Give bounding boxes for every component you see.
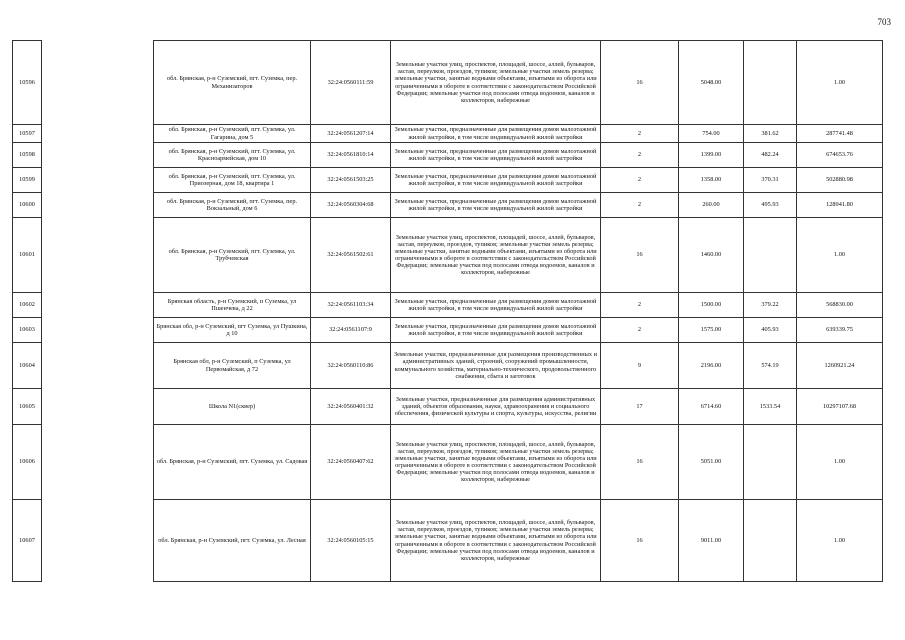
use-group-cell: 2 — [601, 168, 679, 193]
cadastral-value-cell: 1.00 — [797, 41, 883, 125]
cadastral-value-cell: 502880.98 — [797, 168, 883, 193]
address-cell: Брянская область, р-н Суземский, п Суземка, ул Пшенчева, д 22 — [154, 293, 311, 318]
empty-cell — [42, 293, 154, 318]
address-cell: обл. Брянская, р-н Суземский, пгт. Суземка, ул. Лесная — [154, 500, 311, 582]
cadastral-value-cell: 674653.76 — [797, 143, 883, 168]
land-use-cell: Земельные участки, предназначенные для размещения домов малоэтажной жилой застройки, в том числе индивидуальной жилой застройки — [391, 318, 601, 343]
land-use-cell: Земельные участки, предназначенные для размещения административных зданий, объектов образования, науки, здравоохранения и социального обеспечения, физической культуры и спорта, культуры, искусства, религии — [391, 389, 601, 425]
area-cell: 5051.00 — [679, 425, 744, 500]
address-cell: обл. Брянская, р-н Суземский, пгт. Суземка, ул. Красноармейская, дом 10 — [154, 143, 311, 168]
row-id: 10597 — [13, 125, 42, 143]
use-group-cell: 16 — [601, 41, 679, 125]
address-cell: Брянская обл, р-н Суземский, п Суземка, ул Первомайская, д 72 — [154, 343, 311, 389]
address-cell: обл. Брянская, р-н Суземский, пгт. Суземка, пер. Механизаторов — [154, 41, 311, 125]
area-cell: 1500.00 — [679, 293, 744, 318]
specific-value-cell — [744, 500, 797, 582]
area-cell: 2196.00 — [679, 343, 744, 389]
row-id: 10598 — [13, 143, 42, 168]
cadastral-number-cell: 32:24:0561103:34 — [311, 293, 391, 318]
use-group-cell: 2 — [601, 193, 679, 218]
cadastral-number-cell: 32:24:0561503:25 — [311, 168, 391, 193]
address-cell: обл. Брянская, р-н Суземский, пгт. Суземка, пер. Вокзальный, дом 6 — [154, 193, 311, 218]
table-row — [13, 143, 883, 168]
address-cell: обл. Брянская, р-н Суземский, пгт. Суземка, ул. Садовая — [154, 425, 311, 500]
land-use-cell: Земельные участки, предназначенные для размещения домов малоэтажной жилой застройки, в том числе индивидуальной жилой застройки — [391, 293, 601, 318]
address-cell: обл. Брянская, р-н Суземский, пгт. Суземка, ул. Приозерная, дом 18, квартира 1 — [154, 168, 311, 193]
land-use-cell: Земельные участки, предназначенные для размещения домов малоэтажной жилой застройки, в том числе индивидуальной жилой застройки — [391, 143, 601, 168]
empty-cell — [42, 193, 154, 218]
land-registry-table — [12, 40, 883, 582]
row-id: 10602 — [13, 293, 42, 318]
cadastral-value-cell: 128941.80 — [797, 193, 883, 218]
specific-value-cell: 495.93 — [744, 193, 797, 218]
row-id: 10600 — [13, 193, 42, 218]
use-group-cell: 2 — [601, 318, 679, 343]
cadastral-number-cell: 32:24:0561810:14 — [311, 143, 391, 168]
empty-cell — [42, 168, 154, 193]
empty-cell — [42, 318, 154, 343]
table-row — [13, 293, 883, 318]
use-group-cell: 2 — [601, 125, 679, 143]
table-row — [13, 218, 883, 293]
use-group-cell: 17 — [601, 389, 679, 425]
area-cell: 754.00 — [679, 125, 744, 143]
cadastral-number-cell: 32:24:0560401:32 — [311, 389, 391, 425]
empty-cell — [42, 218, 154, 293]
cadastral-value-cell: 1.00 — [797, 425, 883, 500]
cadastral-value-cell: 1260921.24 — [797, 343, 883, 389]
table-row — [13, 343, 883, 389]
land-use-cell: Земельные участки улиц, проспектов, площадей, шоссе, аллей, бульваров, застав, переулков, проездов, тупиков; земельные участки земель резерва; земельные участки, занятые водными объектами, изъятыми из оборота или ограниченными в обороте в соответствии с законодательством Российской Федерации; земельные участки под полосами отвода водоемов, каналов и коллекторов, набережные — [391, 425, 601, 500]
use-group-cell: 9 — [601, 343, 679, 389]
empty-cell — [42, 425, 154, 500]
empty-cell — [42, 41, 154, 125]
cadastral-number-cell: 32:24:0560105:15 — [311, 500, 391, 582]
specific-value-cell: 405.93 — [744, 318, 797, 343]
row-id: 10601 — [13, 218, 42, 293]
land-use-cell: Земельные участки, предназначенные для размещения домов малоэтажной жилой застройки, в том числе индивидуальной жилой застройки — [391, 193, 601, 218]
cadastral-value-cell: 639339.75 — [797, 318, 883, 343]
area-cell: 1358.00 — [679, 168, 744, 193]
table-row — [13, 168, 883, 193]
use-group-cell: 16 — [601, 425, 679, 500]
land-use-cell: Земельные участки улиц, проспектов, площадей, шоссе, аллей, бульваров, застав, переулков, проездов, тупиков; земельные участки земель резерва; земельные участки, занятые водными объектами, изъятыми из оборота или ограниченными в обороте в соответствии с законодательством Российской Федерации; земельные участки под полосами отвода водоемов, каналов и коллекторов, набережные — [391, 218, 601, 293]
specific-value-cell — [744, 218, 797, 293]
cadastral-value-cell: 287741.48 — [797, 125, 883, 143]
row-id: 10604 — [13, 343, 42, 389]
empty-cell — [42, 500, 154, 582]
table-row — [13, 318, 883, 343]
cadastral-number-cell: 32:24:0560304:68 — [311, 193, 391, 218]
cadastral-number-cell: 32:24:0561207:14 — [311, 125, 391, 143]
specific-value-cell: 379.22 — [744, 293, 797, 318]
table-row — [13, 389, 883, 425]
row-id: 10606 — [13, 425, 42, 500]
specific-value-cell: 482.24 — [744, 143, 797, 168]
use-group-cell: 2 — [601, 143, 679, 168]
cadastral-number-cell: 32:24:0561502:61 — [311, 218, 391, 293]
row-id: 10607 — [13, 500, 42, 582]
row-id: 10596 — [13, 41, 42, 125]
land-use-cell: Земельные участки улиц, проспектов, площадей, шоссе, аллей, бульваров, застав, переулков, проездов, тупиков; земельные участки земель резерва; земельные участки, занятые водными объектами, изъятыми из оборота или ограниченными в обороте в соответствии с законодательством Российской Федерации; земельные участки под полосами отвода водоемов, каналов и коллекторов, набережные — [391, 41, 601, 125]
specific-value-cell: 370.31 — [744, 168, 797, 193]
specific-value-cell — [744, 425, 797, 500]
use-group-cell: 16 — [601, 500, 679, 582]
area-cell: 260.00 — [679, 193, 744, 218]
table-row — [13, 125, 883, 143]
land-use-cell: Земельные участки, предназначенные для размещения производственных и административных зданий, строений, сооружений промышленности, коммунального хозяйства, материально-технического, продовольственного снабжения, сбыта и заготовок — [391, 343, 601, 389]
area-cell: 9011.00 — [679, 500, 744, 582]
specific-value-cell: 381.62 — [744, 125, 797, 143]
land-use-cell: Земельные участки, предназначенные для размещения домов малоэтажной жилой застройки, в том числе индивидуальной жилой застройки — [391, 168, 601, 193]
address-cell: обл. Брянская, р-н Суземский, пгт. Суземка, ул. Трубчевская — [154, 218, 311, 293]
cadastral-value-cell: 10297107.68 — [797, 389, 883, 425]
table-row — [13, 193, 883, 218]
specific-value-cell: 574.19 — [744, 343, 797, 389]
empty-cell — [42, 343, 154, 389]
row-id: 10599 — [13, 168, 42, 193]
empty-cell — [42, 143, 154, 168]
table-row — [13, 425, 883, 500]
address-cell: Брянская обл, р-н Суземский, пгт Суземка, ул Пушкина, д 10 — [154, 318, 311, 343]
use-group-cell: 16 — [601, 218, 679, 293]
row-id: 10605 — [13, 389, 42, 425]
area-cell: 5048.00 — [679, 41, 744, 125]
empty-cell — [42, 389, 154, 425]
cadastral-number-cell: 32:24:0560110:86 — [311, 343, 391, 389]
area-cell: 1460.00 — [679, 218, 744, 293]
land-use-cell: Земельные участки, предназначенные для размещения домов малоэтажной жилой застройки, в том числе индивидуальной жилой застройки — [391, 125, 601, 143]
specific-value-cell — [744, 41, 797, 125]
area-cell: 1399.00 — [679, 143, 744, 168]
row-id: 10603 — [13, 318, 42, 343]
specific-value-cell: 1533.54 — [744, 389, 797, 425]
land-use-cell: Земельные участки улиц, проспектов, площадей, шоссе, аллей, бульваров, застав, переулков, проездов, тупиков; земельные участки земель резерва; земельные участки, занятые водными объектами, изъятыми из оборота или ограниченными в обороте в соответствии с законодательством Российской Федерации; земельные участки под полосами отвода водоемов, каналов и коллекторов, набережные — [391, 500, 601, 582]
use-group-cell: 2 — [601, 293, 679, 318]
cadastral-number-cell: 32:24:0560111:59 — [311, 41, 391, 125]
cadastral-value-cell: 1.00 — [797, 500, 883, 582]
address-cell: Школа N1(сквер) — [154, 389, 311, 425]
area-cell: 6714.60 — [679, 389, 744, 425]
table-row — [13, 500, 883, 582]
cadastral-number-cell: 32:24:0561107:9 — [311, 318, 391, 343]
address-cell: обл. Брянская, р-н Суземский, пгт. Суземка, ул. Гагарина, дом 5 — [154, 125, 311, 143]
area-cell: 1575.00 — [679, 318, 744, 343]
cadastral-value-cell: 568830.00 — [797, 293, 883, 318]
cadastral-value-cell: 1.00 — [797, 218, 883, 293]
empty-cell — [42, 125, 154, 143]
table-row — [13, 41, 883, 125]
page-number: 703 — [877, 17, 891, 27]
cadastral-number-cell: 32:24:0560407:62 — [311, 425, 391, 500]
